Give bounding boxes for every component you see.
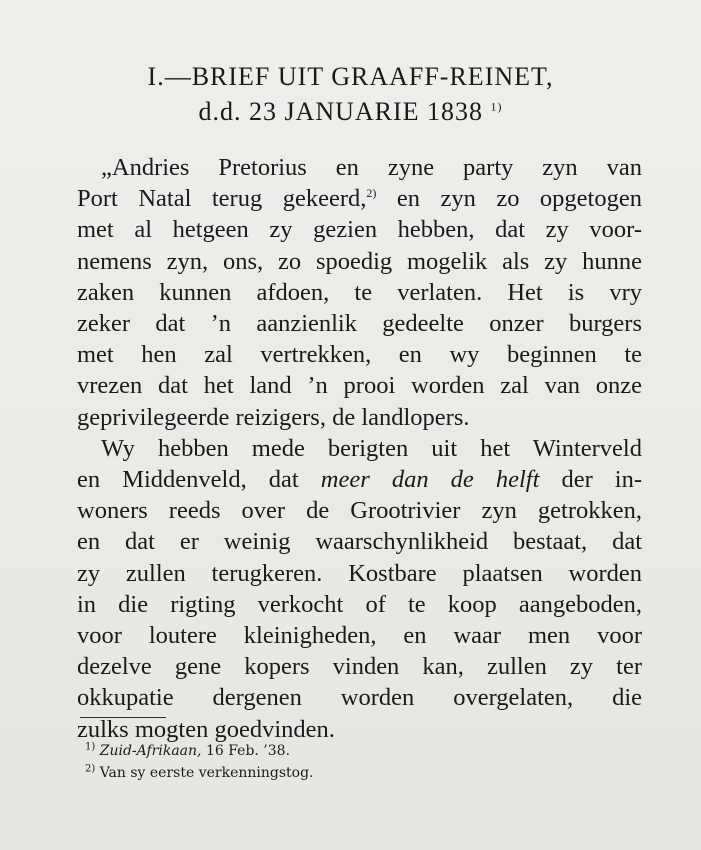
text-line: zy zullen terugkeren. Kostbare plaatsen worden bbox=[77, 559, 642, 587]
text-line: „Andries Pretorius en zyne party zyn van bbox=[101, 154, 642, 181]
text-line: met al hetgeen zy gezien hebben, dat zy voor- bbox=[77, 216, 642, 244]
text-segment: der in- bbox=[539, 466, 643, 494]
heading-footnote-marker: 1) bbox=[490, 99, 503, 114]
text-line: met hen zal vertrekken, en wy beginnen te bbox=[77, 341, 642, 369]
footnote-marker: 2) bbox=[366, 186, 377, 201]
text-line: in die rigting verkocht of te koop aangeboden, bbox=[77, 590, 642, 618]
paragraph-2 bbox=[77, 433, 642, 745]
footnote-1-source: Zuid-Afrikaan, bbox=[99, 743, 202, 759]
heading-date: d.d. 23 JANUARIE 1838 bbox=[198, 97, 484, 126]
text-line: zaken kunnen afdoen, te verlaten. Het is vry bbox=[77, 278, 642, 306]
text-line: en dat er weinig waarschynlikheid bestaat, dat bbox=[77, 528, 642, 556]
text-segment: en zyn zo opgetogen bbox=[376, 185, 642, 213]
text-line: vrezen dat het land ’n prooi worden zal van onze bbox=[77, 372, 642, 400]
text-line: zulks mogten goedvinden. bbox=[77, 715, 335, 743]
text-line: Wy hebben mede berigten uit het Winterveld bbox=[101, 434, 642, 462]
text-line: nemens zyn, ons, zo spoedig mogelik als zy hunne bbox=[77, 247, 642, 275]
footnotes bbox=[85, 740, 605, 784]
heading-line-1: I.—BRIEF UIT GRAAFF-REINET, bbox=[147, 62, 554, 91]
footnote-1-marker: 1) bbox=[85, 741, 96, 753]
text-line: voor loutere kleinigheden, en waar men voor bbox=[77, 622, 642, 650]
footnote-2-text: Van sy eerste verkenningstog. bbox=[99, 765, 314, 781]
text-line: zeker dat ’n aanzienlik gedeelte onzer burgers bbox=[77, 310, 642, 338]
text-line: geprivilegeerde reizigers, de landlopers. bbox=[77, 403, 470, 431]
text-segment: en Middenveld, dat bbox=[77, 466, 321, 494]
paragraph-1 bbox=[77, 152, 642, 433]
text-line bbox=[77, 464, 642, 495]
text-segment: Port Natal terug gekeerd, bbox=[77, 185, 367, 213]
letter-body bbox=[77, 152, 642, 745]
heading-line-2 bbox=[0, 97, 701, 127]
footnote-2-marker: 2) bbox=[85, 763, 96, 775]
emphasized-text: meer dan de helft bbox=[320, 466, 540, 494]
text-line: okkupatie dergenen worden overgelaten, die bbox=[77, 684, 642, 712]
footnote-2 bbox=[85, 762, 605, 784]
text-line bbox=[77, 183, 642, 214]
footnote-1-text: 16 Feb. ’38. bbox=[201, 743, 291, 759]
footnote-1 bbox=[85, 740, 605, 762]
text-line: dezelve gene kopers vinden kan, zullen zy ter bbox=[77, 653, 642, 681]
text-line: woners reeds over de Grootrivier zyn getrokken, bbox=[77, 497, 642, 525]
footnote-separator bbox=[80, 717, 166, 718]
